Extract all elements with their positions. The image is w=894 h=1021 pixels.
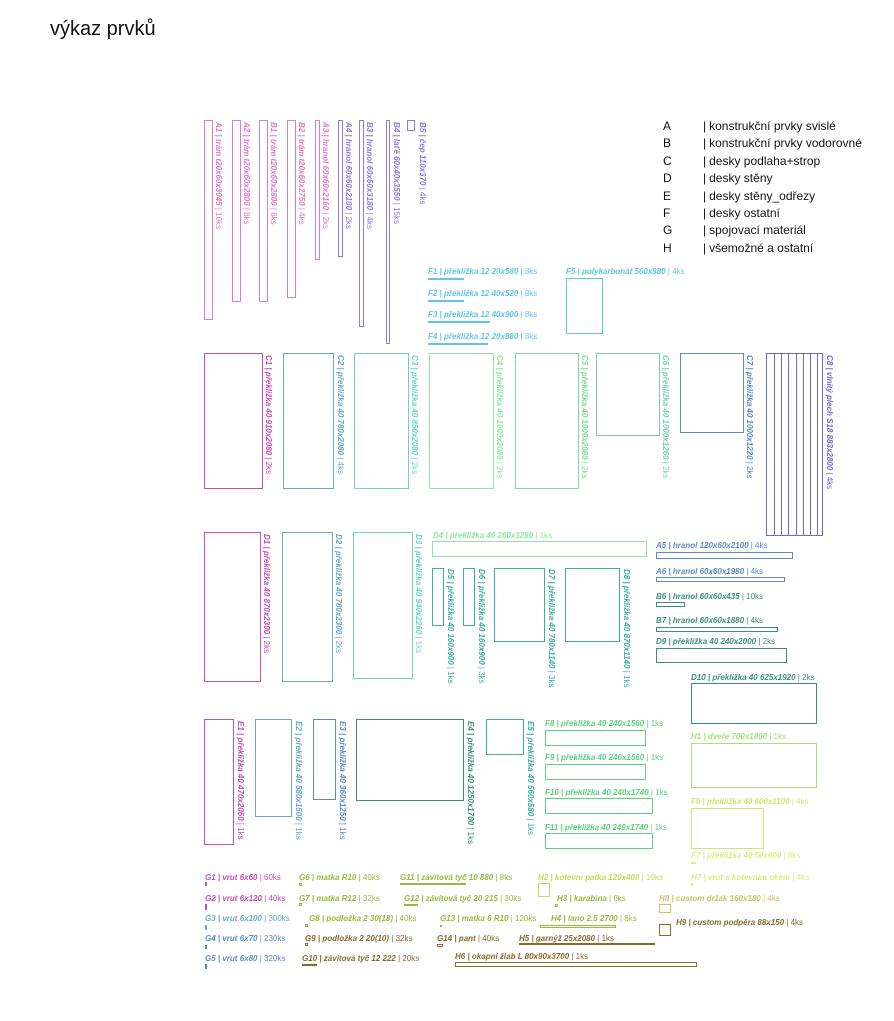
part-label-text: A4 | hranol 60x60x2100: [344, 122, 353, 211]
part-a2-label: [242, 122, 251, 225]
part-label-text: C7 | překližka 40 1000x1220: [745, 355, 754, 460]
corrugation-rib: [810, 354, 811, 535]
part-f3-shape: [428, 321, 490, 323]
part-g7-label: [299, 894, 380, 903]
part-label-text: F5 | polykarbonát 560x880: [566, 267, 666, 276]
part-quantity: | 1ks: [644, 753, 664, 762]
part-quantity: | 4ks: [418, 185, 427, 205]
part-label-text: D5 | překližka 40 160x900: [446, 569, 455, 665]
part-label-text: H9 | custom podpěra 88x150: [676, 918, 785, 927]
part-quantity: | 2ks: [264, 455, 273, 475]
part-g13-label: [440, 914, 536, 923]
part-d10-label: [691, 673, 815, 682]
part-quantity: | 8ks: [617, 914, 637, 923]
part-quantity: | 32ks: [356, 894, 380, 903]
legend-row-a: A | konstrukční prvky svislé: [663, 119, 836, 133]
part-label-text: A5 | hranol 120x60x2100: [656, 541, 749, 550]
part-quantity: | 10ks: [739, 592, 764, 601]
part-quantity: | 4ks: [297, 205, 306, 225]
part-label-text: F2 | překližka 12 40x520: [428, 289, 519, 298]
part-f10-shape: [545, 798, 653, 814]
part-quantity: | 1ks: [648, 788, 668, 797]
part-label-text: D6 | překližka 40 160x900: [477, 569, 486, 665]
part-label-text: F11 | překližka 40 240x1740: [545, 823, 649, 832]
part-quantity: | 1ks: [294, 820, 303, 840]
part-d7-shape: [494, 568, 545, 642]
part-e3-shape: [313, 719, 336, 800]
part-quantity: | 8ks: [781, 851, 801, 860]
part-label-text: C3 | překližka 40 850x2080: [410, 355, 419, 456]
part-e2-label: [294, 721, 303, 840]
part-quantity: | 2ks: [410, 455, 419, 475]
part-quantity: | 2ks: [661, 459, 670, 479]
part-label-text: C2 | překližka 40 780x2080: [336, 355, 345, 456]
part-label-text: F8 | překližka 40 240x1560: [545, 719, 645, 728]
part-label-text: E5 | překližka 40 560x580: [526, 721, 535, 817]
part-c2-shape: [283, 353, 334, 489]
part-quantity: | 2ks: [756, 637, 776, 646]
part-c7-label: [745, 355, 754, 479]
part-label-text: G10 | závitová tyč 12 222: [302, 954, 396, 963]
part-quantity: | 1ks: [595, 934, 615, 943]
part-quantity: | 2ks: [262, 634, 271, 654]
part-a6-label: [656, 567, 763, 576]
part-label-text: G3 | vrut 6x100: [205, 914, 262, 923]
part-label-text: C1 | překližka 40 910x2080: [264, 355, 273, 456]
part-d3-shape: [353, 532, 413, 679]
part-label-text: H2 | kotevní patka 120x400: [538, 873, 640, 882]
part-f4-label: [428, 332, 537, 341]
part-h3-label: [557, 894, 626, 903]
part-a1-shape: [204, 120, 213, 320]
part-quantity: | 8ks: [518, 289, 538, 298]
part-quantity: | 2ks: [580, 459, 589, 479]
part-b7-shape: [656, 627, 778, 632]
part-quantity: | 1ks: [414, 634, 423, 654]
part-quantity: | 8ks: [269, 205, 278, 225]
part-quantity: | 4ks: [784, 918, 804, 927]
part-a2-shape: [232, 120, 241, 302]
part-label-text: D4 | překližka 40 260x3280: [433, 531, 534, 540]
part-e3-label: [338, 721, 347, 840]
part-label-text: F7 | překližka 40 50x600: [691, 851, 782, 860]
part-g6-label: [299, 873, 380, 882]
part-quantity: | 230ks: [257, 934, 286, 943]
part-b3-label: [365, 122, 374, 229]
part-g5-label: [205, 954, 285, 963]
part-quantity: | 60ks: [257, 873, 281, 882]
part-label-text: H8 | custom držák 160x180: [659, 894, 761, 903]
part-label-text: C6 | překližka 40 1000x1260: [661, 355, 670, 460]
part-label-text: G7 | matka R12: [299, 894, 357, 903]
part-f10-label: [545, 788, 668, 797]
part-label-text: D2 | překližka 40 780x2300: [334, 534, 343, 635]
part-c3-label: [410, 355, 419, 474]
legend-row-h: H | všemožné a ostatní: [663, 240, 814, 255]
part-quantity: | 2ks: [334, 634, 343, 654]
part-b6-shape: [656, 602, 685, 607]
part-d3-label: [414, 534, 423, 653]
part-quantity: | 1ks: [236, 820, 245, 840]
part-e1-shape: [204, 719, 234, 845]
part-h1-shape: [691, 743, 817, 788]
part-b5-shape: [407, 120, 415, 131]
part-quantity: | 4ks: [760, 894, 780, 903]
part-h7-shape: [691, 883, 693, 886]
part-b4-shape: [386, 120, 390, 344]
part-quantity: | 1ks: [622, 668, 631, 688]
corrugation-rib: [817, 354, 818, 535]
part-b1-label: [269, 122, 278, 225]
part-d8-shape: [565, 568, 620, 642]
part-quantity: | 8ks: [518, 310, 538, 319]
part-label-text: D7 | překližka 40 780x1140: [547, 569, 556, 669]
part-c8-label: [825, 355, 834, 489]
part-label-text: B4 | laťě 60x40x3550: [392, 122, 401, 201]
part-e4-label: [466, 721, 475, 844]
part-f7-shape: [691, 862, 696, 864]
part-label-text: A2 | trám t20x60x2800: [242, 122, 251, 206]
part-quantity: | 1ks: [533, 531, 553, 540]
legend-row-d: D | desky stěny: [663, 171, 773, 186]
part-label-text: H1 | dveře 700x1800: [691, 732, 768, 741]
part-label-text: H4 | lano 2.5 2700: [551, 914, 618, 923]
part-quantity: | 1ks: [648, 823, 668, 832]
part-label-text: D8 | překližka 40 870x1140: [622, 569, 631, 669]
part-quantity: | 30ks: [497, 894, 522, 903]
part-quantity: | 20ks: [395, 954, 420, 963]
part-h9-shape: [659, 924, 671, 936]
part-b4-label: [392, 122, 401, 224]
part-quantity: | 8ks: [242, 205, 251, 225]
part-quantity: | 8ks: [518, 267, 538, 276]
legend-row-g: G | spojovací materiál: [663, 223, 806, 238]
part-c5-label: [580, 355, 589, 479]
corrugation-rib: [788, 354, 789, 535]
part-label-text: G13 | matka 6 R10: [440, 914, 509, 923]
part-label-text: B3 | hranol 60x60x3180: [365, 122, 374, 211]
corrugation-rib: [781, 354, 782, 535]
part-g9-shape: [305, 943, 308, 946]
corrugation-rib: [803, 354, 804, 535]
part-a5-shape: [656, 552, 793, 559]
part-label-text: E3 | překližka 40 360x1250: [338, 721, 347, 821]
part-label-text: H6 | okapní žlab L 80x90x3700: [455, 952, 570, 961]
part-f8-shape: [545, 730, 646, 746]
part-quantity: | 15ks: [392, 200, 401, 224]
part-g2-shape: [205, 904, 207, 910]
part-g4-shape: [205, 945, 207, 949]
corrugation-rib: [774, 354, 775, 535]
part-label-text: A3 | hranol 60x60x2160: [321, 122, 330, 211]
part-d6-label: [477, 569, 486, 684]
part-label-text: G11 | závitová tyč 10 880: [400, 873, 494, 882]
part-e5-label: [526, 721, 535, 835]
part-h3-shape: [555, 904, 558, 907]
part-h9-label: [676, 918, 803, 927]
part-quantity: | 40ks: [475, 934, 500, 943]
part-label-text: A1 | trám t20x60x3045: [214, 122, 223, 206]
part-quantity: | 4ks: [790, 873, 810, 882]
part-g3-label: [205, 914, 290, 923]
part-label-text: B7 | hranol 60x60x1880: [656, 616, 745, 625]
part-a1-label: [214, 122, 223, 229]
part-label-text: G4 | vrut 6x70: [205, 934, 258, 943]
part-f1-shape: [428, 278, 464, 280]
part-e2-shape: [255, 719, 292, 817]
part-f8-label: [545, 719, 663, 728]
part-f6-label: [691, 797, 809, 806]
part-g11-shape: [400, 883, 466, 885]
part-quantity: | 2ks: [321, 210, 330, 230]
part-quantity: | 320ks: [257, 954, 286, 963]
part-quantity: | 2ks: [344, 210, 353, 230]
part-a4-label: [344, 122, 353, 229]
part-label-text: G14 | pant: [437, 934, 476, 943]
part-label-text: F10 | překližka 40 240x1740: [545, 788, 649, 797]
part-g6-shape: [299, 883, 302, 886]
part-g13-shape: [440, 925, 442, 927]
part-label-text: C5 | překližka 40 1000x2080: [580, 355, 589, 460]
part-quantity: | 8ks: [518, 332, 538, 341]
part-label-text: F3 | překližka 12 40x900: [428, 310, 519, 319]
part-label-text: D3 | překližka 40 940x2260: [414, 534, 423, 635]
part-h6-label: [455, 952, 588, 961]
legend-row-e: E | desky stěny_odřezy: [663, 188, 816, 203]
part-h4-shape: [540, 925, 616, 928]
part-quantity: | 1ks: [466, 825, 475, 845]
part-d2-shape: [282, 532, 333, 682]
part-a4-shape: [338, 120, 343, 257]
part-f11-shape: [545, 833, 653, 849]
part-label-text: B1 | trám t20x60x2800: [269, 122, 278, 206]
part-d5-label: [446, 569, 455, 684]
part-f11-label: [545, 823, 667, 832]
part-h2-label: [538, 873, 663, 882]
part-d9-shape: [656, 648, 787, 663]
part-g14-label: [437, 934, 499, 943]
part-quantity: | 4ks: [744, 567, 764, 576]
part-label-text: F6 | překližka 40 600x1100: [691, 797, 790, 806]
part-label-text: F4 | překližka 12 20x880: [428, 332, 519, 341]
part-quantity: | 1ks: [446, 664, 455, 684]
part-g12-shape: [404, 904, 418, 906]
part-d9-label: [656, 637, 775, 646]
part-quantity: | 10ks: [639, 873, 663, 882]
corrugation-rib: [796, 354, 797, 535]
part-quantity: | 32ks: [389, 934, 413, 943]
part-g2-label: [205, 894, 285, 903]
part-a3-shape: [315, 120, 320, 260]
part-quantity: | 1ks: [338, 820, 347, 840]
part-d7-label: [547, 569, 556, 687]
page-title: výkaz prvků: [50, 18, 156, 40]
part-label-text: G9 | podložka 2 20(10): [305, 934, 390, 943]
part-label-text: D1 | překližka 40 870x2300: [262, 534, 271, 635]
part-quantity: | 1ks: [526, 816, 535, 836]
part-quantity: | 2ks: [495, 459, 504, 479]
part-f5-shape: [566, 278, 603, 334]
part-c2-label: [336, 355, 345, 474]
part-c3-shape: [354, 353, 409, 489]
part-e5-shape: [486, 719, 524, 755]
part-c6-shape: [596, 353, 660, 436]
legend-row-c: C | desky podlaha+strop: [663, 153, 821, 168]
part-b5-label: [418, 122, 427, 204]
part-e1-label: [236, 721, 245, 840]
part-f2-label: [428, 289, 537, 298]
part-h2-shape: [538, 883, 550, 897]
part-quantity: | 10ks: [214, 205, 223, 230]
part-quantity: | 40ks: [356, 873, 380, 882]
part-g14-shape: [437, 944, 443, 947]
part-quantity: | 300ks: [261, 914, 290, 923]
part-g4-label: [205, 934, 285, 943]
part-d1-shape: [204, 532, 261, 682]
part-b1-shape: [259, 120, 268, 302]
part-f7-label: [691, 851, 800, 860]
part-c4-label: [495, 355, 504, 479]
part-f5-label: [566, 267, 685, 276]
part-quantity: | 1ks: [569, 952, 589, 961]
part-label-text: F9 | překližka 40 240x1560: [545, 753, 645, 762]
part-h1-label: [691, 732, 786, 741]
part-quantity: | 2ks: [745, 459, 754, 479]
part-label-text: E1 | překližka 40 470x2060: [236, 721, 245, 821]
part-d8-label: [622, 569, 631, 687]
part-label-text: B6 | hranol 60x60x435: [656, 592, 740, 601]
part-b2-shape: [287, 120, 296, 298]
part-label-text: A6 | hranol 60x60x1980: [656, 567, 745, 576]
part-h8-shape: [659, 904, 671, 913]
part-c6-label: [661, 355, 670, 479]
part-label-text: E4 | překližka 40 1250x1700: [466, 721, 475, 826]
part-quantity: | 120ks: [508, 914, 537, 923]
part-d10-shape: [691, 683, 817, 724]
part-quantity: | 3ks: [477, 664, 486, 684]
part-c7-shape: [680, 353, 744, 433]
part-a5-label: [656, 541, 768, 550]
legend-row-f: F | desky ostatní: [663, 206, 780, 221]
part-f9-shape: [545, 764, 646, 780]
part-label-text: B2 | trám t20x60x2750: [297, 122, 306, 206]
part-h5-label: [519, 934, 614, 943]
part-g12-label: [404, 894, 521, 903]
part-label-text: H7 | vrut s kotevním okem: [691, 873, 791, 882]
part-quantity: | 1ks: [767, 732, 787, 741]
part-b7-label: [656, 616, 763, 625]
part-f6-shape: [691, 808, 764, 849]
part-label-text: H5 | garnýž 25x2080: [519, 934, 596, 943]
part-g8-label: [309, 914, 416, 923]
part-quantity: | 1ks: [644, 719, 664, 728]
part-label-text: E2 | překližka 40 580x1500: [294, 721, 303, 821]
part-g8-shape: [305, 924, 308, 927]
part-b3-shape: [359, 120, 364, 327]
part-g1-label: [205, 873, 281, 882]
legend-row-b: B | konstrukční prvky vodorovné: [663, 136, 862, 151]
part-label-text: C4 | překližka 40 1000x2080: [495, 355, 504, 460]
part-g9-label: [305, 934, 412, 943]
part-label-text: H3 | karabina: [557, 894, 607, 903]
part-label-text: G6 | matka R10: [299, 873, 357, 882]
part-d4-shape: [432, 541, 647, 557]
part-e4-shape: [356, 719, 464, 801]
part-quantity: | 4ks: [365, 210, 374, 230]
part-g10-shape: [302, 964, 317, 966]
part-quantity: | 4ks: [825, 470, 834, 490]
part-label-text: B5 | čep 110x370: [418, 122, 427, 186]
part-quantity: | 2ks: [795, 673, 815, 682]
part-f9-label: [545, 753, 663, 762]
part-h8-label: [659, 894, 780, 903]
part-g10-label: [302, 954, 419, 963]
part-label-text: D9 | překližka 40 240x2000: [656, 637, 757, 646]
part-label-text: G2 | vrut 6x120: [205, 894, 262, 903]
part-g11-label: [400, 873, 512, 882]
part-f4-shape: [428, 343, 488, 345]
part-quantity: | 4ks: [336, 455, 345, 475]
part-h7-label: [691, 873, 809, 882]
part-g3-shape: [205, 925, 207, 930]
part-h4-label: [551, 914, 637, 923]
part-label-text: D10 | překližka 40 625x1920: [691, 673, 796, 682]
part-d2-label: [334, 534, 343, 653]
part-b6-label: [656, 592, 763, 601]
part-label-text: G1 | vrut 6x60: [205, 873, 258, 882]
part-f1-label: [428, 267, 537, 276]
part-quantity: | 4ks: [789, 797, 809, 806]
part-f2-shape: [428, 300, 464, 302]
part-d1-label: [262, 534, 271, 653]
part-quantity: | 4ks: [665, 267, 685, 276]
part-b2-label: [297, 122, 306, 225]
part-label-text: G5 | vrut 6x80: [205, 954, 258, 963]
part-quantity: | 4ks: [744, 616, 764, 625]
part-label-text: G12 | závitová tyč 20 215: [404, 894, 498, 903]
part-label-text: C8 | vlnitý plech S18 883x2800: [825, 355, 834, 471]
part-a3-label: [321, 122, 330, 229]
part-quantity: | 8ks: [493, 873, 513, 882]
part-g7-shape: [299, 903, 302, 906]
part-d5-shape: [432, 568, 444, 626]
part-d4-label: [433, 531, 552, 540]
part-quantity: | 40ks: [261, 894, 286, 903]
part-f3-label: [428, 310, 537, 319]
part-c8-shape: [766, 353, 823, 536]
part-a6-shape: [656, 577, 785, 582]
part-label-text: G8 | podložka 2 30(18): [309, 914, 394, 923]
part-quantity: | 8ks: [606, 894, 626, 903]
part-h5-shape: [519, 943, 655, 945]
part-quantity: | 3ks: [547, 668, 556, 688]
part-quantity: | 40ks: [393, 914, 417, 923]
part-c4-shape: [429, 353, 494, 489]
part-quantity: | 4ks: [748, 541, 768, 550]
part-label-text: F1 | překližka 12 20x580: [428, 267, 519, 276]
part-d6-shape: [463, 568, 475, 626]
part-h6-shape: [455, 962, 697, 967]
part-c1-shape: [204, 353, 263, 489]
part-c1-label: [264, 355, 273, 474]
part-c5-shape: [515, 353, 579, 489]
part-g5-shape: [205, 964, 207, 969]
part-g1-shape: [205, 882, 207, 886]
